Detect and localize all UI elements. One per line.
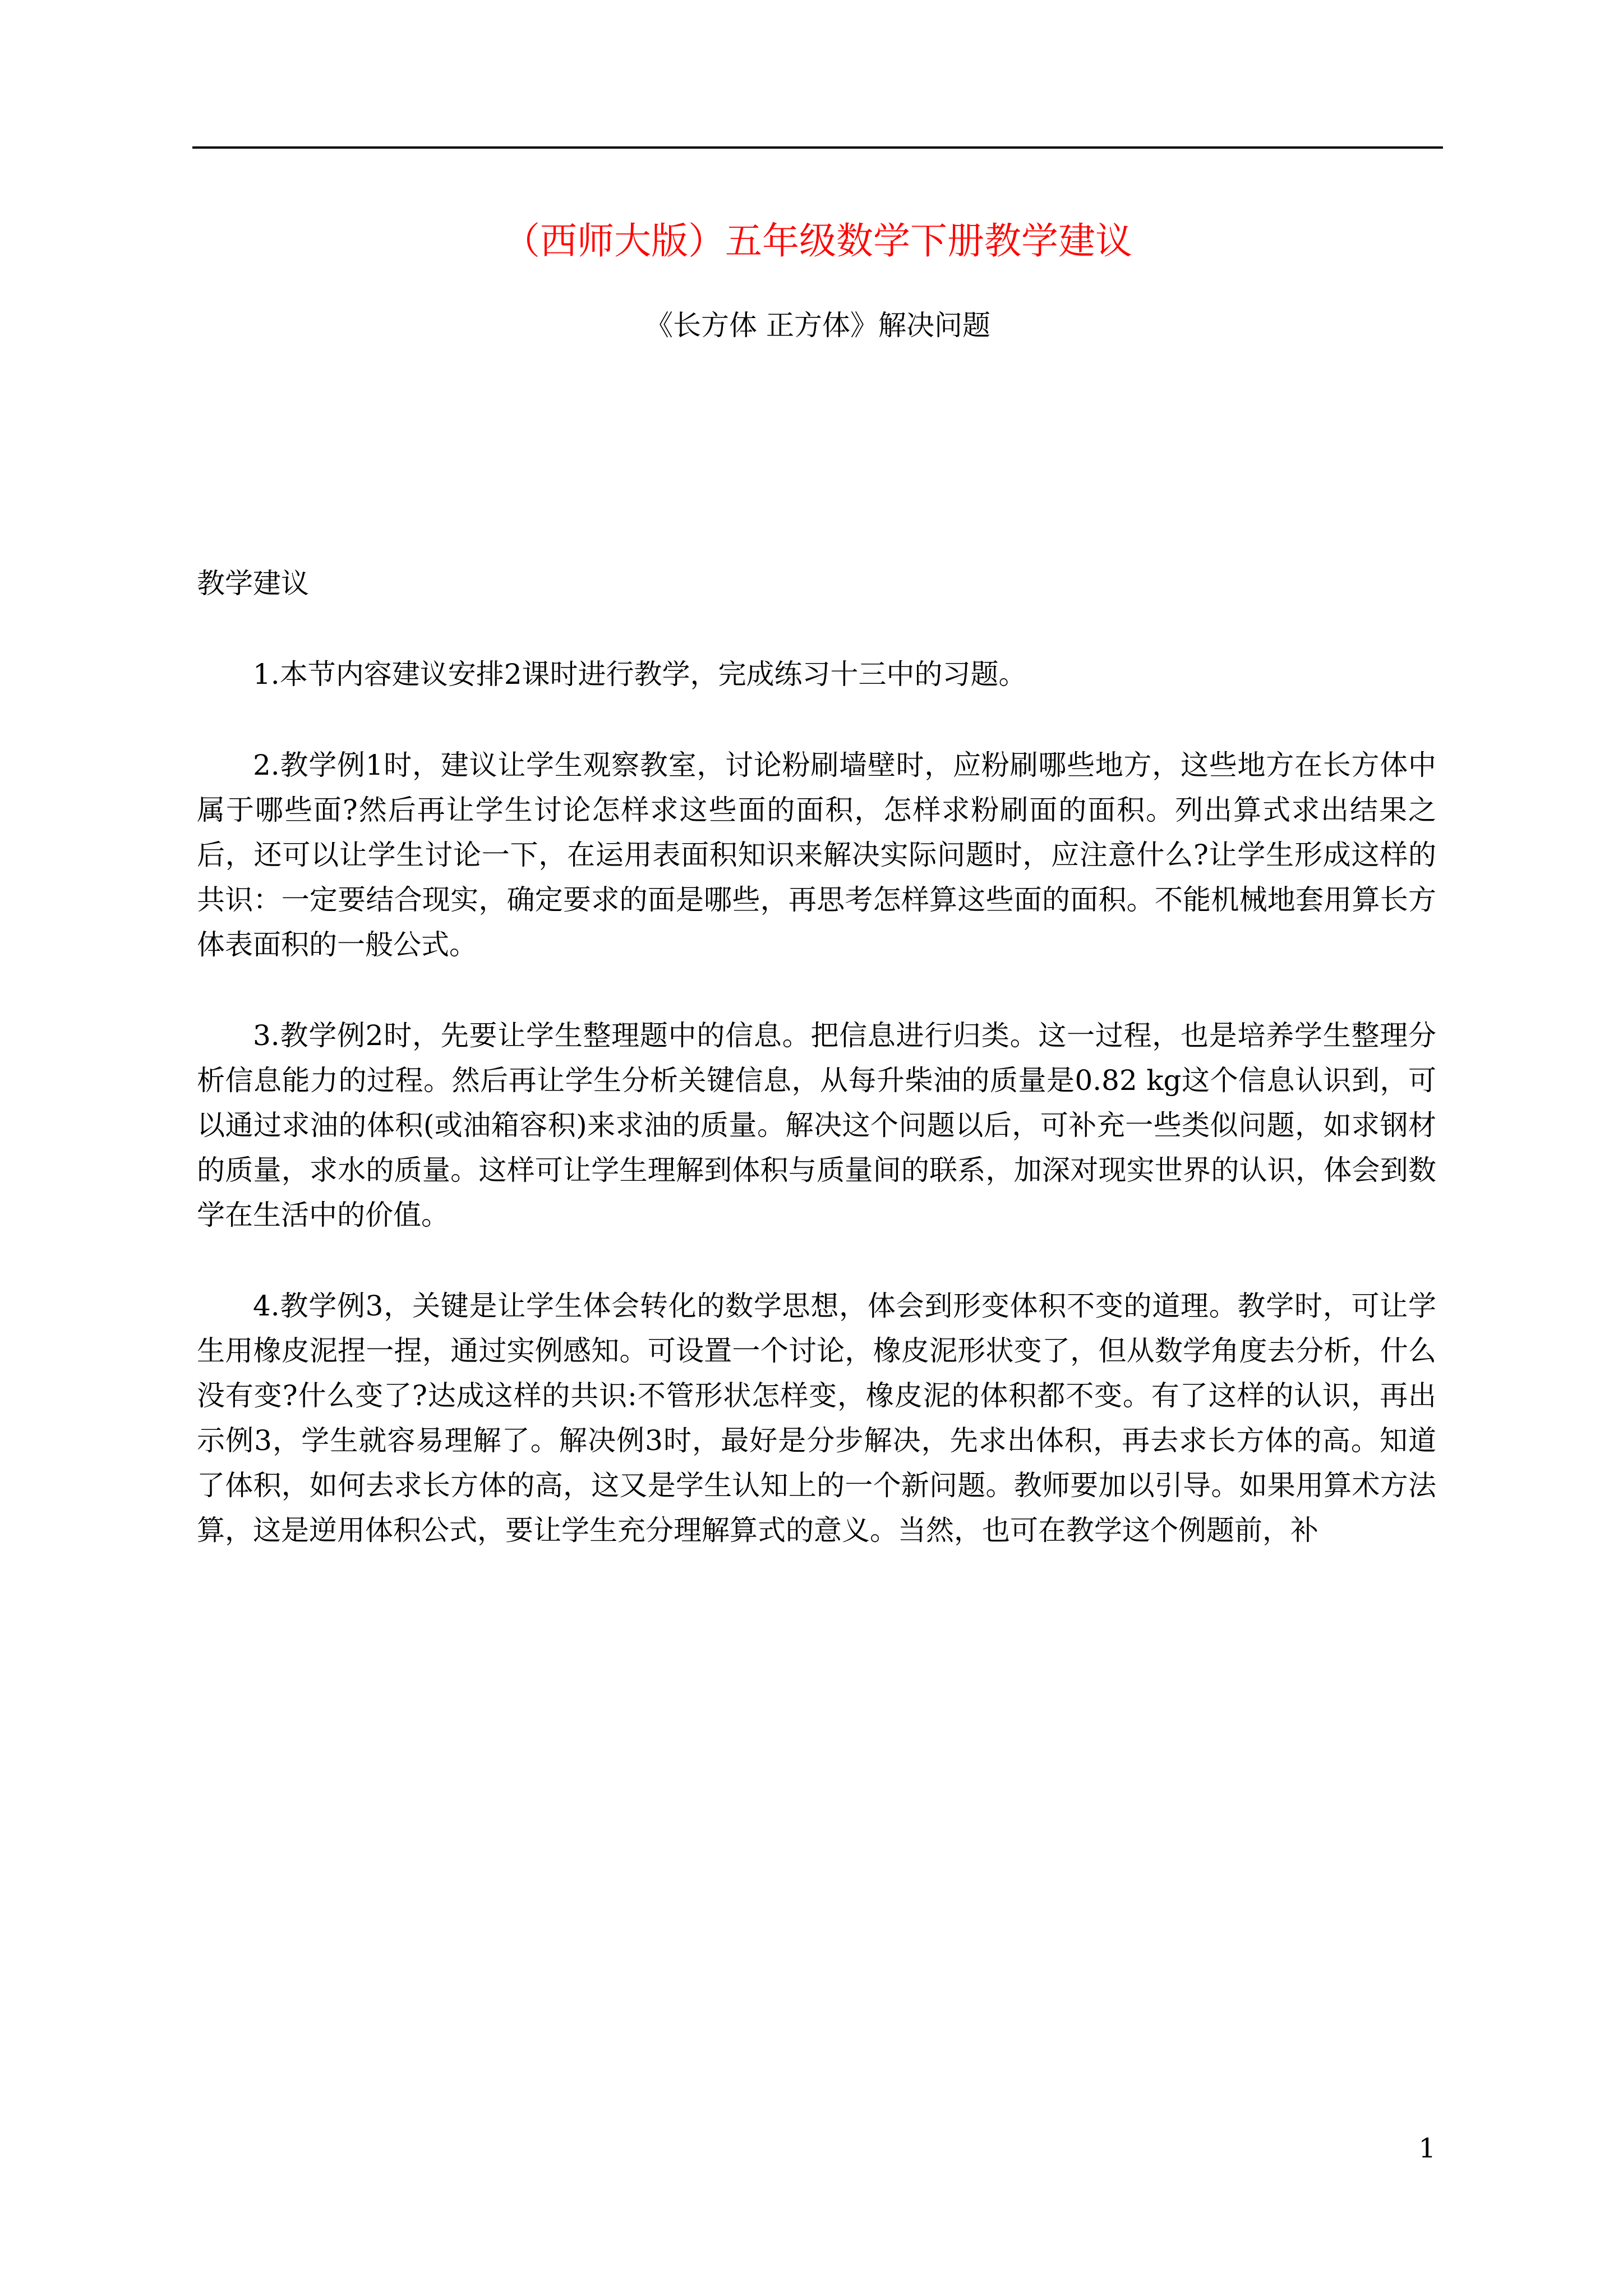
- document-body: [197, 561, 1436, 1553]
- page-number: 1: [1418, 2133, 1436, 2164]
- document-title: （西师大版）五年级数学下册教学建议: [503, 219, 1132, 263]
- document-subtitle: 《长方体 正方体》解决问题: [645, 309, 990, 342]
- section-heading: 教学建议: [197, 567, 309, 600]
- paragraph-3: 3.教学例2时，先要让学生整理题中的信息。把信息进行归类。这一过程，也是培养学生整理分析信息能力的过程。然后再让学生分析关键信息，从每升柴油的质量是0.82 kg这个信息认识到，可以通过求油的体积(或油箱容积)来求油的质量。解决这个问题以后，可补充一些类似问题，如求钢材的质量，求水的质量。这样可让学生理解到体积与质量间的联系，加深对现实世界的认识，体会到数学在生活中的价值。: [197, 1019, 1436, 1231]
- paragraph-2: 2.教学例1时，建议让学生观察教室，讨论粉刷墙壁时，应粉刷哪些地方，这些地方在长方体中属于哪些面?然后再让学生讨论怎样求这些面的面积，怎样求粉刷面的面积。列出算式求出结果之后，还可以让学生讨论一下，在运用表面积知识来解决实际问题时，应注意什么?让学生形成这样的共识：一定要结合现实，确定要求的面是哪些，再思考怎样算这些面的面积。不能机械地套用算长方体表面积的一般公式。: [197, 749, 1436, 961]
- header-rule: [192, 146, 1443, 149]
- paragraph-1: 1.本节内容建议安排2课时进行教学，完成练习十三中的习题。: [253, 658, 1027, 691]
- paragraph-4: 4.教学例3，关键是让学生体会转化的数学思想，体会到形变体积不变的道理。教学时，可让学生用橡皮泥捏一捏，通过实例感知。可设置一个讨论，橡皮泥形状变了，但从数学角度去分析，什么没有变?什么变了?达成这样的共识:不管形状怎样变，橡皮泥的体积都不变。有了这样的认识，再出示例3，学生就容易理解了。解决例3时，最好是分步解决，先求出体积，再去求长方体的高。知道了体积，如何去求长方体的高，这又是学生认知上的一个新问题。教师要加以引导。如果用算术方法算，这是逆用体积公式，要让学生充分理解算式的意义。当然，也可在教学这个例题前，补: [197, 1290, 1436, 1547]
